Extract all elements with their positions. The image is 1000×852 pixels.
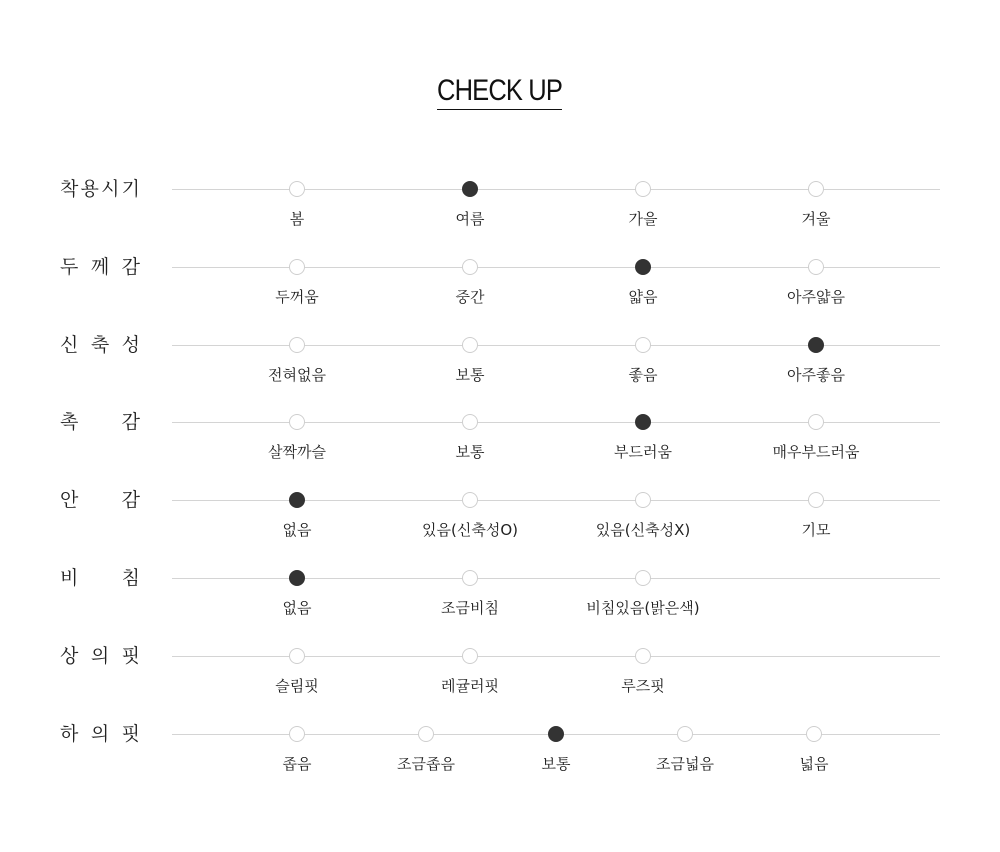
checkup-row — [0, 411, 1000, 482]
checkup-row — [0, 645, 1000, 716]
option-label: 비침있음(밝은색) — [586, 599, 700, 617]
row-label-char: 의 — [90, 645, 110, 667]
row-label-char: 신 — [60, 334, 79, 356]
option-dot — [808, 414, 824, 430]
option-dot — [289, 648, 305, 664]
row-label-char: 축 — [90, 334, 110, 356]
checkup-title: CHECK UP — [438, 74, 563, 110]
option-label: 전혀없음 — [268, 366, 326, 384]
row-label-char: 상 — [60, 645, 79, 667]
row-label-char: 촉 — [60, 411, 79, 433]
option-label: 보통 — [541, 755, 571, 773]
option-label: 두꺼움 — [275, 288, 319, 306]
option-label: 살짝까슬 — [268, 443, 326, 461]
option-dot — [806, 726, 822, 742]
row-label — [60, 178, 140, 200]
row-label — [60, 411, 140, 433]
option-dot — [462, 570, 478, 586]
row-label-char: 핏 — [121, 723, 140, 745]
option-dot-selected — [462, 181, 478, 197]
option-dot — [462, 337, 478, 353]
option-label: 아주얇음 — [787, 288, 845, 306]
row-label-char: 성 — [121, 334, 140, 356]
row-label-char: 용 — [80, 178, 99, 200]
option-label: 슬림핏 — [275, 677, 319, 695]
option-dot-selected — [635, 414, 651, 430]
option-dot — [635, 337, 651, 353]
checkup-row — [0, 334, 1000, 405]
row-label-char: 감 — [121, 489, 140, 511]
row-label-char: 감 — [121, 411, 140, 433]
option-label: 얇음 — [628, 288, 658, 306]
row-label-char: 침 — [121, 567, 140, 589]
option-label: 보통 — [455, 443, 485, 461]
checkup-row — [0, 567, 1000, 638]
option-track-line — [172, 422, 940, 423]
option-label: 조금좁음 — [397, 755, 455, 773]
row-label — [60, 256, 140, 278]
checkup-row — [0, 723, 1000, 794]
option-label: 좋음 — [628, 366, 658, 384]
option-label: 보통 — [455, 366, 485, 384]
option-label: 넓음 — [799, 755, 829, 773]
row-label-char: 기 — [121, 178, 140, 200]
row-label — [60, 334, 140, 356]
option-dot — [289, 337, 305, 353]
option-label: 루즈핏 — [621, 677, 665, 695]
option-label: 아주좋음 — [787, 366, 845, 384]
row-label-char: 의 — [90, 723, 110, 745]
option-dot — [289, 414, 305, 430]
checkup-row — [0, 256, 1000, 327]
option-track-line — [172, 656, 940, 657]
option-label: 겨울 — [801, 210, 831, 228]
option-dot — [635, 570, 651, 586]
row-label-char: 두 — [60, 256, 79, 278]
option-dot — [289, 181, 305, 197]
row-label-char: 착 — [60, 178, 79, 200]
option-dot — [808, 259, 824, 275]
option-track-line — [172, 500, 940, 501]
option-dot — [462, 259, 478, 275]
option-dot-selected — [808, 337, 824, 353]
option-label: 없음 — [282, 599, 312, 617]
option-dot — [289, 259, 305, 275]
option-dot-selected — [548, 726, 564, 742]
option-label: 중간 — [455, 288, 485, 306]
option-label: 레귤러핏 — [441, 677, 499, 695]
row-label — [60, 723, 140, 745]
row-label-char: 감 — [121, 256, 140, 278]
option-track-line — [172, 267, 940, 268]
option-dot — [677, 726, 693, 742]
option-label: 가을 — [628, 210, 658, 228]
option-label: 기모 — [801, 521, 831, 539]
option-track-line — [172, 345, 940, 346]
option-label: 부드러움 — [614, 443, 672, 461]
option-dot-selected — [635, 259, 651, 275]
row-label — [60, 645, 140, 667]
option-track-line — [172, 578, 940, 579]
option-dot — [808, 181, 824, 197]
option-dot — [635, 181, 651, 197]
option-dot — [418, 726, 434, 742]
option-dot — [289, 726, 305, 742]
row-label-char: 께 — [90, 256, 110, 278]
option-dot — [462, 492, 478, 508]
option-label: 조금넓음 — [656, 755, 714, 773]
option-dot — [808, 492, 824, 508]
row-label-char: 비 — [60, 567, 79, 589]
row-label — [60, 567, 140, 589]
option-dot — [462, 414, 478, 430]
checkup-row — [0, 489, 1000, 560]
option-label: 조금비침 — [441, 599, 499, 617]
checkup-title-wrap — [0, 74, 1000, 110]
option-dot — [635, 648, 651, 664]
checkup-row — [0, 178, 1000, 249]
option-track-line — [172, 189, 940, 190]
row-label-char: 하 — [60, 723, 79, 745]
option-label: 없음 — [282, 521, 312, 539]
option-label: 좁음 — [282, 755, 312, 773]
option-label: 여름 — [455, 210, 485, 228]
option-label: 봄 — [289, 210, 305, 228]
row-label-char: 시 — [101, 178, 120, 200]
option-label: 있음(신축성X) — [595, 521, 691, 539]
option-dot-selected — [289, 570, 305, 586]
row-label-char: 안 — [60, 489, 79, 511]
option-dot — [462, 648, 478, 664]
option-dot — [635, 492, 651, 508]
option-label: 있음(신축성O) — [422, 521, 518, 539]
option-dot-selected — [289, 492, 305, 508]
row-label — [60, 489, 140, 511]
option-label: 매우부드러움 — [772, 443, 860, 461]
row-label-char: 핏 — [121, 645, 140, 667]
